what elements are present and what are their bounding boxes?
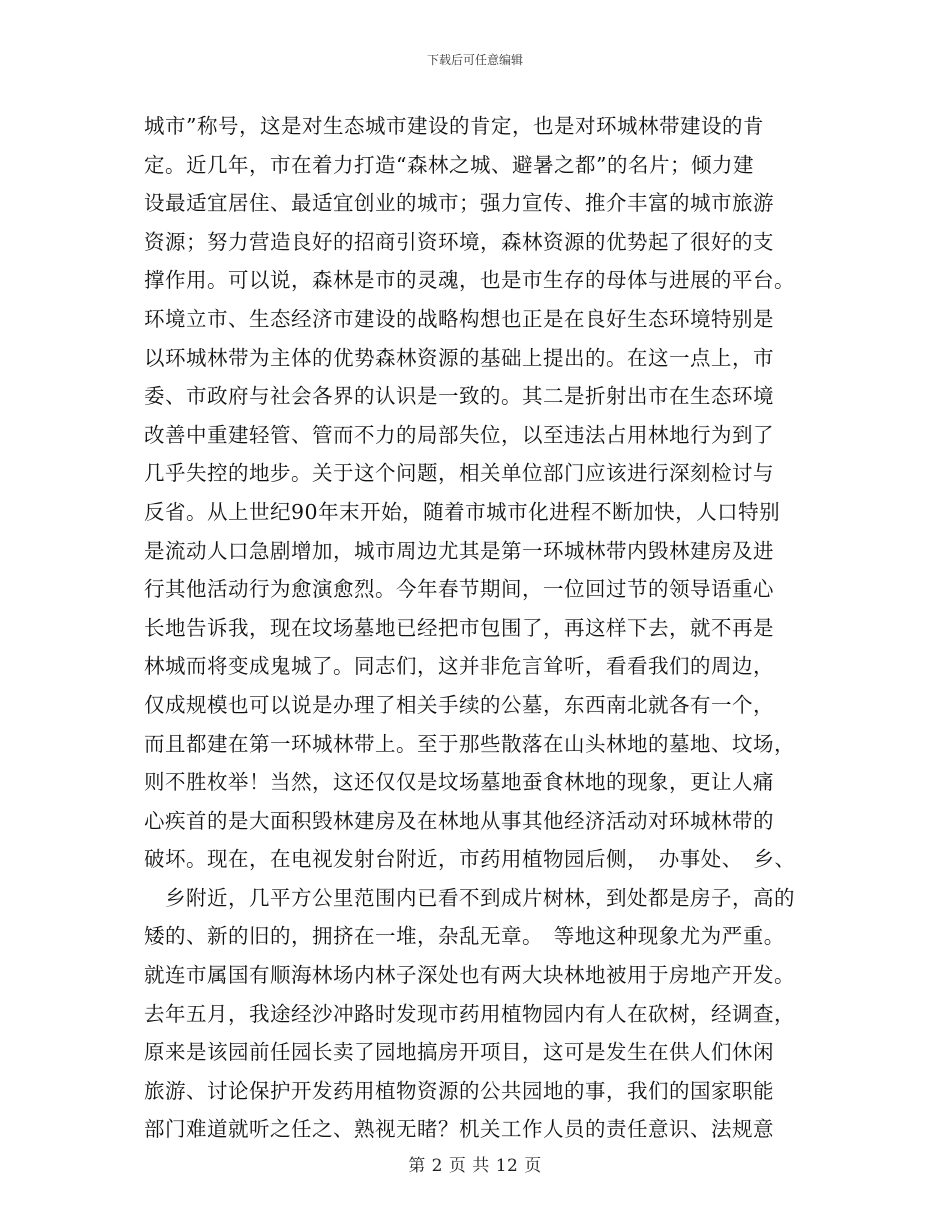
text-line: 改善中重建轻管、管而不力的局部失位，以至违法占用林地行为到了 — [144, 422, 774, 447]
text-line: 而且都建在第一环城林带上。至于那些散落在山头林地的墓地、坟场， — [144, 731, 795, 756]
text-line: 去年五月，我途经沙冲路时发现市药用植物园内有人在砍树，经调查， — [144, 1001, 795, 1026]
text-line: 林城而将变成鬼城了。同志们，这并非危言耸听，看看我们的周边， — [144, 654, 774, 679]
text-line: 撑作用。可以说，森林是市的灵魂，也是市生存的母体与进展的平台。 — [144, 268, 795, 293]
text-line: 部门难道就听之任之、熟视无睹？机关工作人员的责任意识、法规意 — [144, 1117, 774, 1142]
text-line: 乡附近，几平方公里范围内已看不到成片树林，到处都是房子，高的 — [144, 885, 795, 910]
text-line: 资源；努力营造良好的招商引资环境，森林资源的优势起了很好的支 — [144, 229, 774, 254]
text-line: 行其他活动行为愈演愈烈。今年春节期间，一位回过节的领导语重心 — [144, 577, 774, 602]
text-line: 定。近几年，市在着力打造“森林之城、避暑之都”的名片；倾力建 — [144, 152, 754, 177]
text-line: 是流动人口急剧增加，城市周边尤其是第一环城林带内毁林建房及进 — [144, 538, 774, 563]
text-line: 以环城林带为主体的优势森林资源的基础上提出的。在这一点上，市 — [144, 345, 774, 370]
text-line: 破坏。现在，在电视发射台附近，市药用植物园后侧， 办事处、 乡、 — [144, 847, 796, 872]
text-line: 原来是该园前任园长卖了园地搞房开项目，这可是发生在供人们休闲 — [144, 1040, 774, 1065]
text-line: 就连市属国有顺海林场内林子深处也有两大块林地被用于房地产开发。 — [144, 963, 795, 988]
document-body — [144, 107, 814, 1149]
text-line: 仅成规模也可以说是办理了相关手续的公墓，东西南北就各有一个， — [144, 692, 774, 717]
page-number-footer: 第 2 页 共 12 页 — [408, 1156, 542, 1176]
text-line: 则不胜枚举！当然，这还仅仅是坟场墓地蚕食林地的现象，更让人痛 — [144, 770, 774, 795]
text-line: 委、市政府与社会各界的认识是一致的。其二是折射出市在生态环境 — [144, 384, 774, 409]
text-line: 长地告诉我，现在坟场墓地已经把市包围了，再这样下去，就不再是 — [144, 615, 774, 640]
page-header: 下载后可任意编辑 — [426, 53, 523, 67]
text-line: 心疾首的是大面积毁林建房及在林地从事其他经济活动对环城林带的 — [144, 808, 774, 833]
text-line: 设最适宜居住、最适宜创业的城市；强力宣传、推介丰富的城市旅游 — [144, 191, 774, 216]
text-line: 城市”称号，这是对生态城市建设的肯定，也是对环城林带建设的肯 — [144, 114, 764, 138]
text-line: 几乎失控的地步。关于这个问题，相关单位部门应该进行深刻检讨与 — [144, 461, 774, 486]
text-line: 旅游、讨论保护开发药用植物资源的公共园地的事，我们的国家职能 — [144, 1078, 774, 1103]
text-line: 环境立市、生态经济市建设的战略构想也正是在良好生态环境特别是 — [144, 306, 774, 331]
text-line: 矮的、新的旧的，拥挤在一堆，杂乱无章。 等地这种现象尤为严重。 — [144, 924, 785, 949]
text-line: 反省。从上世纪90年末开始，随着市城市化进程不断加快，人口特别 — [144, 499, 781, 524]
